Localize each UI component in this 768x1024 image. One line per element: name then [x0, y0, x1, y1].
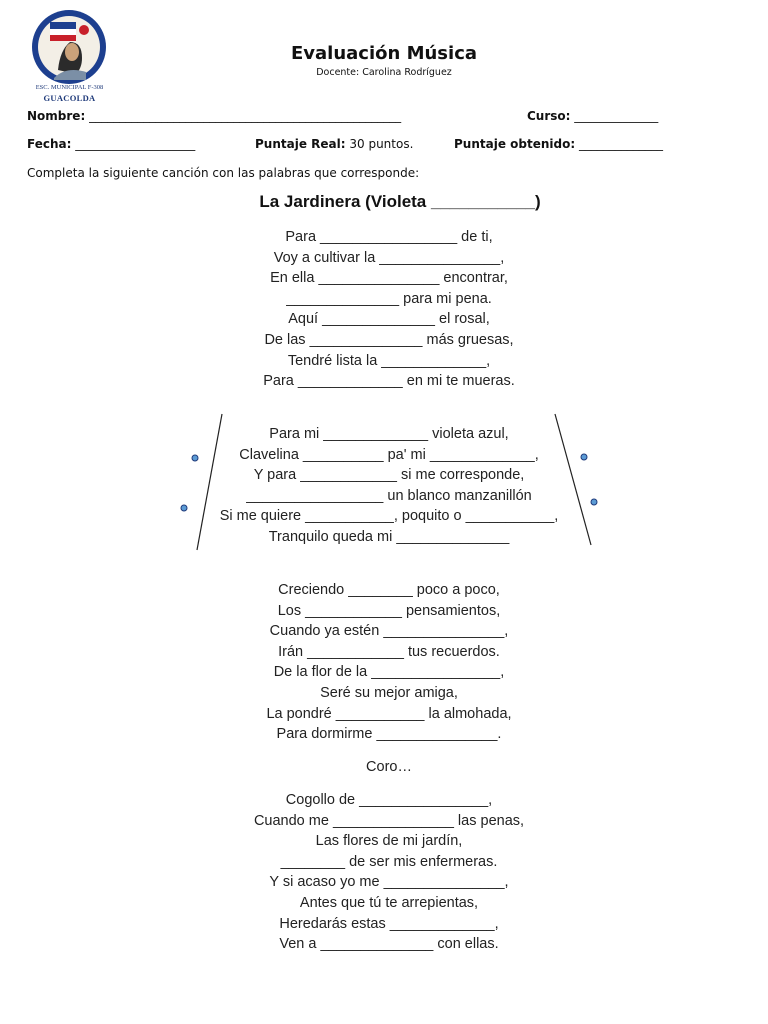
chorus: [0, 424, 768, 548]
lyric-line: Irán ____________ tus recuerdos.: [278, 643, 500, 660]
school-name-line1: ESC. MUNICIPAL F-308: [35, 84, 104, 91]
lyric-line: Creciendo ________ poco a poco,: [278, 582, 500, 598]
lyric-line: Y para ____________ si me corresponde,: [253, 467, 525, 484]
lyric-line: Clavelina __________ pa' mi _____________,: [239, 446, 539, 463]
lyric-line: Antes que tú te arrepientas,: [299, 894, 479, 911]
lyric-line: Los ____________ pensamientos,: [277, 602, 501, 619]
fecha-blank[interactable]: ____________________: [75, 137, 196, 151]
lyric-line: Cogollo de ________________,: [285, 792, 493, 808]
lyric-line: Para dormirme _______________.: [276, 726, 502, 743]
lyric-line: Tendré lista la _____________,: [287, 352, 491, 369]
lyric-line: Seré su mejor amiga,: [320, 684, 458, 701]
lyric-line: ________ de ser mis enfermeras.: [280, 853, 498, 870]
teacher-subtitle: Docente: Carolina Rodríguez: [316, 67, 452, 78]
curso-blank[interactable]: ______________: [574, 109, 659, 123]
lyric-line: Ven a ______________ con ellas.: [279, 936, 499, 953]
lyric-line: Cuando ya estén _______________,: [269, 623, 509, 640]
lyric-line: Cuando me _______________ las penas,: [253, 812, 525, 829]
school-name-line2: GUACOLDA: [43, 93, 96, 103]
stanza-2: [0, 580, 768, 745]
lyric-line: Las flores de mi jardín,: [315, 833, 463, 850]
lyric-line: De la flor de la ________________,: [273, 664, 505, 681]
lyric-line: Aquí ______________ el rosal,: [288, 311, 490, 328]
puntaje-real-value: 30 puntos.: [349, 137, 414, 151]
lyric-line: La pondré ___________ la almohada,: [266, 705, 512, 722]
lyric-line: Voy a cultivar la _______________,: [273, 249, 505, 266]
stanza-3: [0, 790, 768, 955]
coro-marker: [0, 757, 768, 778]
nombre-blank[interactable]: ____________________________________________________: [89, 109, 402, 123]
lyric-line: ______________ para mi pena.: [286, 290, 492, 307]
lyric-line: Tranquilo queda mi ______________: [268, 528, 510, 545]
lyric-line: Para _________________ de ti,: [285, 229, 493, 245]
fecha-label: Fecha:: [27, 137, 72, 151]
instruction-text: Completa la siguiente canción con las palabras que corresponde:: [27, 166, 420, 180]
puntaje-obtenido-label: Puntaje obtenido:: [454, 137, 576, 151]
lyric-line: Heredarás estas _____________,: [279, 915, 499, 932]
lyric-line: Para mi _____________ violeta azul,: [269, 426, 509, 442]
lyric-line: Y si acaso yo me _______________,: [269, 874, 509, 891]
coro-label: Coro…: [366, 759, 412, 775]
lyric-line: De las ______________ más gruesas,: [264, 331, 514, 348]
lyric-line: En ella _______________ encontrar,: [270, 270, 508, 287]
lyric-line: _________________ un blanco manzanillón: [246, 487, 532, 504]
puntaje-real-label: Puntaje Real:: [255, 137, 346, 151]
curso-label: Curso:: [527, 109, 571, 123]
page-title: Evaluación Música: [290, 43, 478, 64]
lyric-line: Para _____________ en mi te mueras.: [263, 373, 515, 390]
song-title: La Jardinera (Violeta ___________): [259, 192, 541, 211]
nombre-label: Nombre:: [27, 109, 86, 123]
lyric-line: Si me quiere ___________, poquito o ___________,: [219, 508, 559, 525]
puntaje-obtenido-blank[interactable]: ______________: [578, 137, 663, 151]
